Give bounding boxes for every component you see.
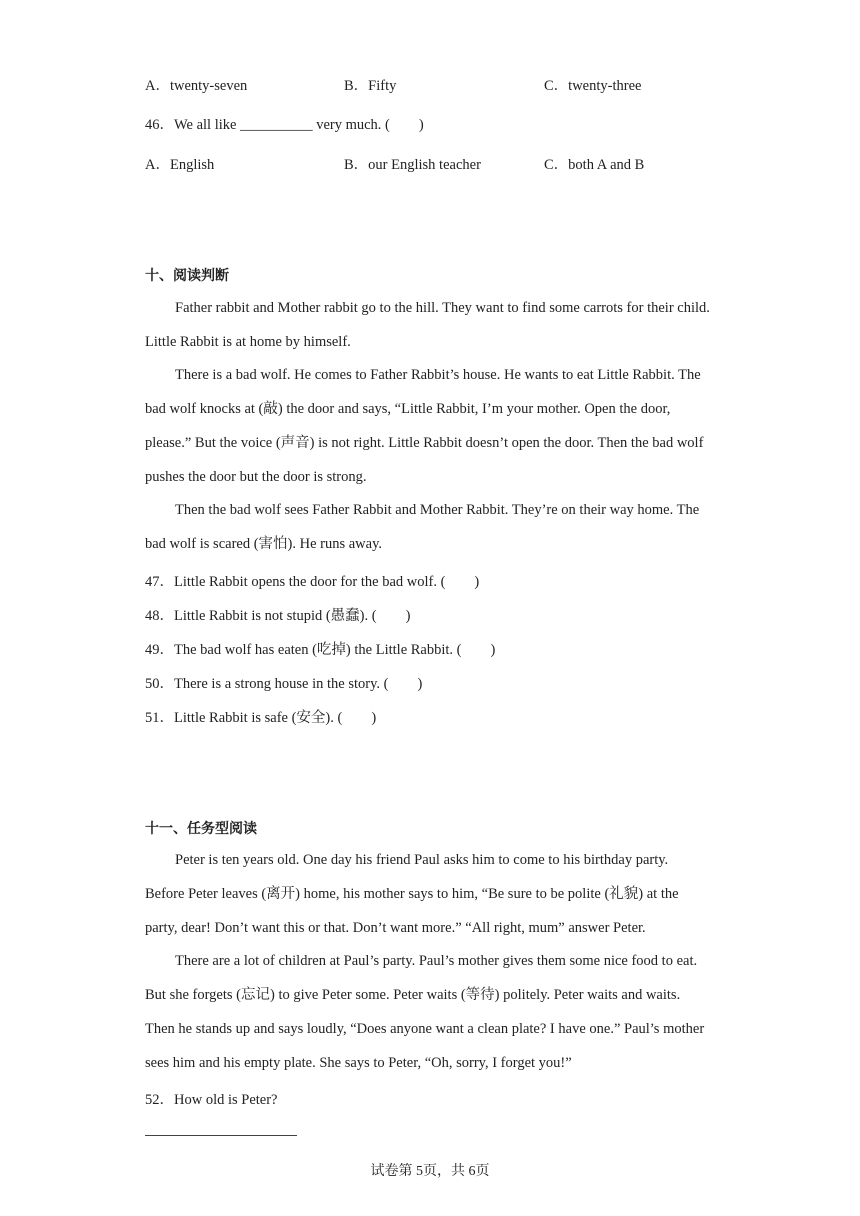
q45-option-b: B．Fifty xyxy=(344,78,397,94)
section-11-heading: 十一、任务型阅读 xyxy=(145,821,257,837)
question-51: 51．Little Rabbit is safe (安全). ( ) xyxy=(145,710,377,726)
section-10-heading: 十、阅读判断 xyxy=(145,268,229,284)
footnote-divider xyxy=(145,1135,297,1136)
section-10-paragraph-2: There is a bad wolf. He comes to Father Rabbit’s house. He wants to eat Little Rabbit. The bad wolf knocks at (敲) the door and says, “Little Rabbit, I’m your mother. Open the door, please.” But the voice (声音) is not right. Little Rabbit doesn’t open the door. Then the bad wolf pushes the door but the door is strong. xyxy=(145,367,704,485)
q46-option-b: B．our English teacher xyxy=(344,157,481,173)
q46-option-c: C．both A and B xyxy=(544,157,645,173)
q46-stem: 46．We all like __________ very much. ( ) xyxy=(145,117,424,133)
question-52: 52．How old is Peter? xyxy=(145,1092,278,1108)
section-10-paragraph-1: Father rabbit and Mother rabbit go to the hill. They want to find some carrots for their child. Little Rabbit is at home by himself. xyxy=(145,300,710,350)
q45-option-a: A．twenty-seven xyxy=(145,78,248,94)
question-47: 47．Little Rabbit opens the door for the bad wolf. ( ) xyxy=(145,574,480,590)
section-11-paragraph-1: Peter is ten years old. One day his friend Paul asks him to come to his birthday party. Before Peter leaves (离开) home, his mother says to him, “Be sure to be polite (礼貌) at the party, dear! Don’t want this or that. Don’t want more.” “All right, mum” answer Peter. xyxy=(145,852,679,936)
question-48: 48．Little Rabbit is not stupid (愚蠢). ( ) xyxy=(145,608,411,624)
page-footer: 试卷第 5页，共 6页 xyxy=(370,1164,490,1179)
question-50: 50．There is a strong house in the story. ( ) xyxy=(145,676,423,692)
section-11-paragraph-2: There are a lot of children at Paul’s party. Paul’s mother gives them some nice food to eat. But she forgets (忘记) to give Peter some. Peter waits (等待) politely. Peter waits and waits. Then he stands up and says loudly, “Does anyone want a clean plate? I have one.” Paul’s mother sees him and his empty plate. She says to Peter, “Oh, sorry, I forget you!” xyxy=(145,953,705,1071)
section-10-paragraph-3: Then the bad wolf sees Father Rabbit and Mother Rabbit. They’re on their way home. The bad wolf is scared (害怕). He runs away. xyxy=(145,502,700,552)
q46-option-a: A．English xyxy=(145,157,215,173)
q45-option-c: C．twenty-three xyxy=(544,78,642,94)
question-49: 49．The bad wolf has eaten (吃掉) the Little Rabbit. ( ) xyxy=(145,642,496,658)
